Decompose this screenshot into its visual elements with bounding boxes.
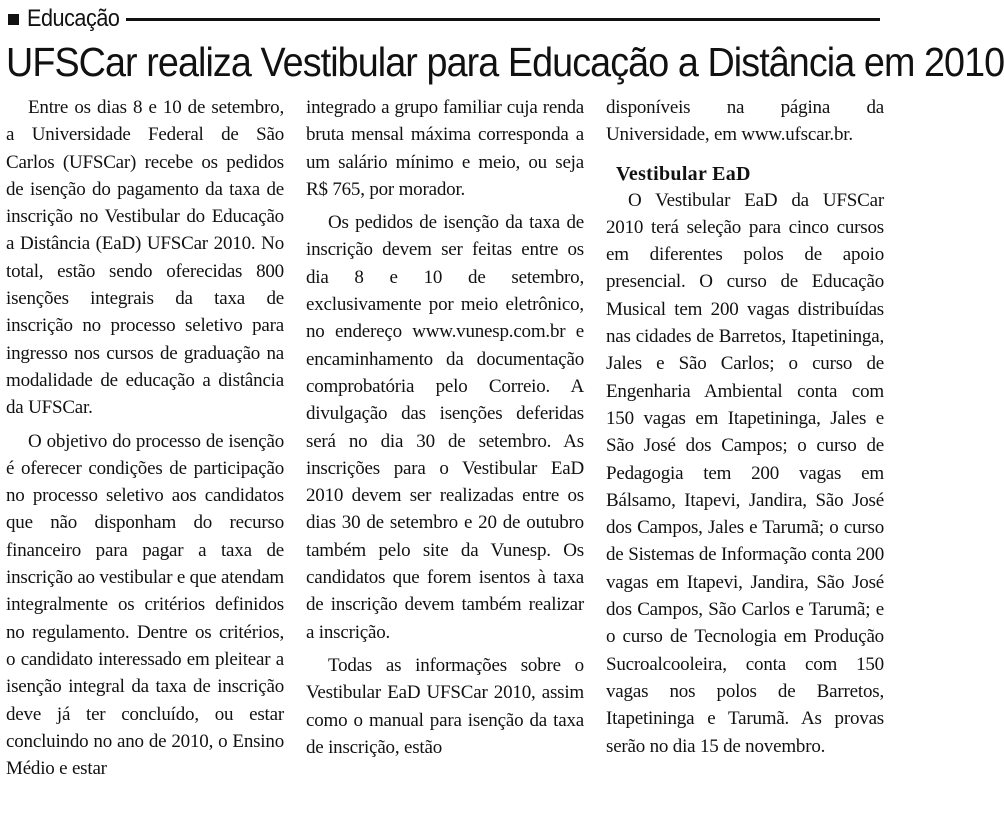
paragraph: O objetivo do processo de isenção é oferecer condições de participação no processo seletivo aos candidatos que não disponham do recurso financeiro para pagar a taxa de inscrição ao vestibular e que atendam integralmente os critérios definidos no regulamento. Dentre os critérios, o candidato interessado em pleitear a isenção integral da taxa de inscrição deve já ter concluído, ou estar concluindo no ano de 2010, o Ensino Médio e estar: [6, 430, 285, 780]
paragraph-continuation: integrado a grupo familiar cuja renda bruta mensal máxima corresponda a um salário mínimo e meio, ou seja R$ 765, por morador.: [306, 97, 584, 200]
section-rule: [126, 18, 880, 21]
section-label: Educação: [27, 5, 120, 32]
section-header: [8, 4, 880, 34]
paragraph-continuation: disponíveis na página da Universidade, em www.ufscar.br.: [606, 97, 884, 146]
subheading: Vestibular EaD: [616, 162, 751, 185]
paragraph: Os pedidos de isenção da taxa de inscrição devem ser feitas entre os dia 8 e 10 de setembro, exclusivamente por meio eletrônico, no endereço www.vunesp.com.br e encaminhamento da documentação comprobatória pelo Correio. A divulgação das isenções deferidas será no dia 30 de setembro. As inscrições para o Vestibular EaD 2010 devem ser realizadas entre os dias 30 de setembro e 20 de outubro também pelo site da Vunesp. Os candidatos que forem isentos à taxa de inscrição devem também realizar a inscrição.: [306, 212, 584, 643]
column-1: [6, 94, 284, 810]
paragraph: Todas as informações sobre o Vestibular EaD UFSCar 2010, assim como o manual para isenção da taxa de inscrição, estão: [306, 654, 584, 758]
column-2: [306, 94, 584, 810]
column-3: [606, 94, 884, 810]
article-body: [6, 94, 884, 810]
paragraph: O Vestibular EaD da UFSCar 2010 terá seleção para cinco cursos em diferentes polos de apoio presencial. O curso de Educação Musical tem 200 vagas distribuídas nas cidades de Barretos, Itapetininga, Jales e São Carlos; o curso de Engenharia Ambiental conta com 150 vagas em Itapetininga, Jales e São José dos Campos; o curso de Pedagogia tem 200 vagas em Bálsamo, Itapevi, Jandira, São José dos Campos, Jales e Tarumã; o curso de Sistemas de Informação conta 200 vagas em Itapevi, Jandira, São José dos Campos, São Carlos e Tarumã; e o curso de Tecnologia em Produção Sucroalcooleira, conta com 150 vagas nos polos de Barretos, Itapetininga e Tarumã. As provas serão no dia 15 de novembro.: [606, 189, 884, 757]
headline: UFSCar realiza Vestibular para Educação a Distância em 2010: [6, 39, 1004, 85]
paragraph: Entre os dias 8 e 10 de setembro, a Universidade Federal de São Carlos (UFSCar) recebe os pedidos de isenção do pagamento da taxa de inscrição no Vestibular do Educação a Distância (EaD) UFSCar 2010. No total, estão sendo oferecidas 800 isenções integrais da taxa de inscrição no processo seletivo para ingresso nos cursos de graduação na modalidade de educação a distância da UFSCar.: [6, 97, 284, 419]
section-bullet-icon: [8, 14, 19, 25]
